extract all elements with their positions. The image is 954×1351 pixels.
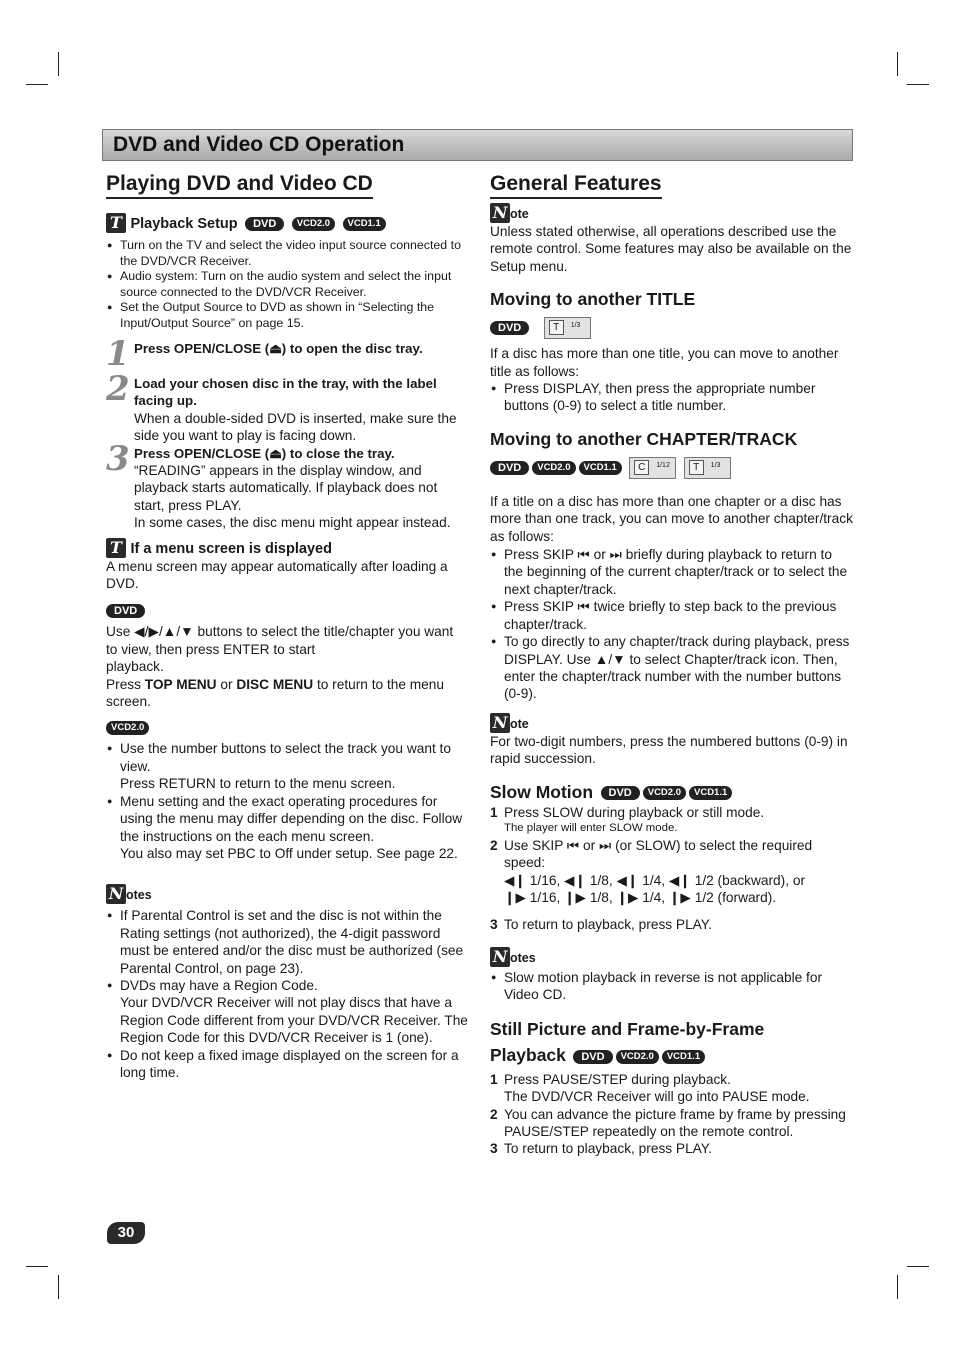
note-label: ote	[510, 716, 529, 731]
menu-title: If a menu screen is displayed	[130, 540, 332, 557]
dvd-instructions: Use ◀/▶/▲/▼ buttons to select the title/chapter you want to view, then press ENTER to start	[106, 624, 454, 657]
right-title: General Features	[490, 172, 662, 199]
slow-speeds-fwd: ❙▶ 1/16, ❙▶ 1/8, ❙▶ 1/4, ❙▶ 1/2 (forward).	[504, 890, 777, 906]
step-1	[106, 333, 468, 374]
step-number: 2	[490, 837, 498, 853]
list-item: ● Slow motion playback in reverse is not applicable for Video CD.	[490, 969, 854, 1004]
title-display	[684, 457, 731, 479]
notes3-heading	[490, 947, 854, 967]
dvd-badge: DVD	[106, 604, 145, 618]
slow-step-2	[490, 837, 854, 907]
slow-step-1	[490, 804, 854, 835]
title-list	[490, 380, 854, 415]
dvd-badge: DVD	[601, 786, 640, 800]
chapter-display-row	[490, 457, 854, 479]
note-icon: N	[490, 947, 510, 967]
still-heading-row	[490, 1043, 854, 1067]
vcd11-badge: VCD1.1	[343, 217, 386, 231]
title-display-row	[490, 317, 854, 339]
playback-setup-heading	[106, 213, 468, 233]
slow-heading: Slow Motion	[490, 781, 594, 802]
text-run: Use the number buttons to select the track you want to view.	[120, 741, 451, 774]
crop-mark	[907, 84, 929, 85]
list-item: ● Set the Output Source to DVD as shown in “Selecting the Input/Output Source” on page 15.	[106, 300, 468, 331]
crop-mark	[897, 52, 898, 76]
notes-label: otes	[510, 950, 536, 965]
list-item	[106, 793, 468, 863]
chapter-heading: Moving to another CHAPTER/TRACK	[490, 428, 798, 449]
dvd-badge: DVD	[573, 1050, 612, 1064]
step-2-title: Load your chosen disc in the tray, with the label facing up.	[134, 375, 437, 409]
text-run: Press SLOW during playback or still mode.	[504, 804, 765, 820]
list-item: ● Press DISPLAY, then press the appropriate number buttons (0-9) to select a title number.	[490, 380, 854, 415]
text-run: to return to the menu screen.	[106, 676, 445, 710]
note-text: Unless stated otherwise, all operations described use the remote control. Some features may also be available on the Setup menu.	[490, 224, 852, 274]
dvd-badge: DVD	[245, 217, 284, 231]
step-3	[106, 438, 468, 532]
left-title: Playing DVD and Video CD	[106, 172, 373, 199]
vcd20-badge: VCD2.0	[643, 786, 686, 800]
menu-text: A menu screen may appear automatically after loading a DVD.	[106, 558, 448, 592]
still-heading-2: Playback	[490, 1044, 566, 1065]
notes-heading	[106, 884, 468, 904]
step-number: 2	[490, 1106, 498, 1122]
step-number: 1	[490, 804, 498, 820]
crop-mark	[58, 1275, 59, 1299]
text-run: or	[216, 676, 237, 692]
crop-mark	[897, 1275, 898, 1299]
section-title: DVD and Video CD Operation	[113, 133, 405, 156]
display-value: 1/3	[570, 322, 581, 330]
step-number: 2	[106, 368, 130, 409]
right-column	[490, 172, 854, 1158]
page-number: 30	[107, 1222, 145, 1244]
text-run: You can advance the picture frame by frame by pressing PAUSE/STEP repeatedly on the remote control.	[504, 1106, 846, 1139]
slow-speeds-back: ◀❙ 1/16, ◀❙ 1/8, ◀❙ 1/4, ◀❙ 1/2 (backward), or	[504, 872, 806, 888]
text-run: To return to playback, press PLAY.	[504, 916, 712, 932]
list-item: ● Do not keep a fixed image displayed on the screen for a long time.	[106, 1047, 468, 1082]
display-value: 1/12	[656, 461, 670, 469]
text-run: Press	[106, 676, 145, 692]
tip-icon: T	[106, 538, 126, 558]
note-icon: N	[106, 884, 126, 904]
text-run: Use SKIP ⏮ or ⏭ (or SLOW) to select the required speed:	[504, 837, 813, 871]
note2-heading	[490, 713, 854, 733]
text-run: You also may set PBC to Off under setup. See page 22.	[120, 845, 458, 861]
vcd20-badge: VCD2.0	[106, 721, 149, 735]
menu-heading	[106, 538, 468, 558]
title-text: If a disc has more than one title, you can move to another title as follows:	[490, 346, 839, 379]
step-3-text: “READING” appears in the display window, and playback starts automatically. If playback does not start, press PLAY.	[134, 463, 438, 513]
step-number: 3	[106, 438, 130, 479]
text-run: DVDs may have a Region Code.	[120, 977, 318, 993]
step-2	[106, 368, 468, 445]
vcd20-badge: VCD2.0	[616, 1050, 659, 1064]
setup-list	[106, 238, 468, 332]
dvd-badge: DVD	[490, 321, 529, 335]
chapter-text: If a title on a disc has more than one chapter or a disc has more than one track, you can move to another chapter/track as follows:	[490, 493, 853, 544]
title-glyph-icon: T	[549, 320, 564, 335]
slow-note: The player will enter SLOW mode.	[504, 821, 678, 834]
still-step-2	[490, 1106, 854, 1141]
chapter-glyph-icon: C	[634, 460, 649, 475]
title-display	[544, 317, 591, 339]
note-icon: N	[490, 713, 510, 733]
step-3-title: Press OPEN/CLOSE (⏏) to close the tray.	[134, 445, 395, 461]
step-3-note: In some cases, the disc menu might appear instead.	[134, 515, 451, 531]
chapter-display	[629, 457, 676, 479]
vcd11-badge: VCD1.1	[662, 1050, 705, 1064]
left-column	[106, 172, 468, 1081]
slow-heading-row	[490, 780, 854, 804]
text-run: DISC MENU	[236, 676, 314, 692]
note2-text: For two-digit numbers, press the numbered buttons (0-9) in rapid succession.	[490, 733, 848, 767]
list-item: ● To go directly to any chapter/track during playback, press DISPLAY. Use ▲/▼ to select Chapter/track icon. Then, enter the chapter/track number with the number buttons (0-9).	[490, 633, 854, 703]
crop-mark	[907, 1266, 929, 1267]
step-number: 1	[106, 333, 130, 374]
title-glyph-icon: T	[689, 460, 704, 475]
list-item: ● Turn on the TV and select the video input source connected to the DVD/VCR Receiver.	[106, 238, 468, 269]
tip-icon: T	[106, 213, 126, 233]
list-item: ● Press SKIP ⏮ twice briefly to step back to the previous chapter/track.	[490, 598, 854, 633]
notes3-list	[490, 969, 854, 1004]
text-run: Press PAUSE/STEP during playback.	[504, 1071, 731, 1087]
text-run: TOP MENU	[144, 676, 217, 692]
notes-list	[106, 907, 468, 1081]
crop-mark	[58, 52, 59, 76]
note-label: ote	[510, 207, 529, 221]
note-heading	[490, 203, 854, 223]
crop-mark	[26, 1266, 48, 1267]
list-item: ● If Parental Control is set and the disc is not within the Rating settings (not authorized), the 4-digit password must be entered and/or the disc must be authorized (see Parental Control, on page 23).	[106, 907, 468, 977]
display-value: 1/3	[710, 461, 721, 469]
step-number: 1	[490, 1071, 498, 1087]
text-run: Press RETURN to return to the menu screen.	[120, 776, 396, 792]
step-1-text: Press OPEN/CLOSE (⏏) to open the disc tray.	[134, 340, 423, 356]
still-step-1	[490, 1071, 854, 1106]
crop-mark	[26, 84, 48, 85]
still-heading: Still Picture and Frame-by-Frame	[490, 1018, 765, 1039]
vcd20-badge: VCD2.0	[532, 461, 575, 475]
vcd20-badge: VCD2.0	[292, 217, 335, 231]
vcd11-badge: VCD1.1	[689, 786, 732, 800]
dvd-badge: DVD	[490, 461, 529, 475]
dvd-menu-text	[106, 676, 468, 711]
slow-step-3	[490, 916, 854, 933]
vcd-list	[106, 740, 468, 862]
still-step-3	[490, 1140, 854, 1157]
step-number: 3	[490, 1141, 498, 1157]
text-run: Your DVD/VCR Receiver will not play discs that have a Region Code different from your DVD/VCR Receiver. The Region Code for this DVD/VCR Receiver is 1 (one).	[120, 995, 468, 1046]
notes-label: otes	[126, 888, 152, 903]
list-item	[106, 977, 468, 1047]
text-run: Menu setting and the exact operating procedures for using the menu may differ depending on the disc. Follow the instructions on the each menu screen.	[120, 793, 463, 844]
text-run: To return to playback, press PLAY.	[504, 1141, 712, 1157]
list-item	[106, 740, 468, 792]
list-item: ● Audio system: Turn on the audio system and select the input source connected to the DVD/VCR Receiver.	[106, 269, 468, 300]
chapter-list	[490, 546, 854, 703]
vcd11-badge: VCD1.1	[579, 461, 622, 475]
dvd-instructions-2: playback.	[106, 659, 164, 675]
list-item: ● Press SKIP ⏮ or ⏭ briefly during playback to return to the beginning of the current chapter/track or to select the next chapter/track.	[490, 546, 854, 598]
step-2-text: When a double-sided DVD is inserted, make sure the side you want to play is facing down.	[134, 410, 457, 444]
playback-setup-title: Playback Setup	[130, 216, 238, 232]
title-heading: Moving to another TITLE	[490, 289, 696, 310]
section-banner	[102, 129, 853, 161]
note-icon: N	[490, 203, 510, 223]
step-number: 3	[490, 916, 498, 932]
still-note: The DVD/VCR Receiver will go into PAUSE mode.	[504, 1089, 810, 1105]
